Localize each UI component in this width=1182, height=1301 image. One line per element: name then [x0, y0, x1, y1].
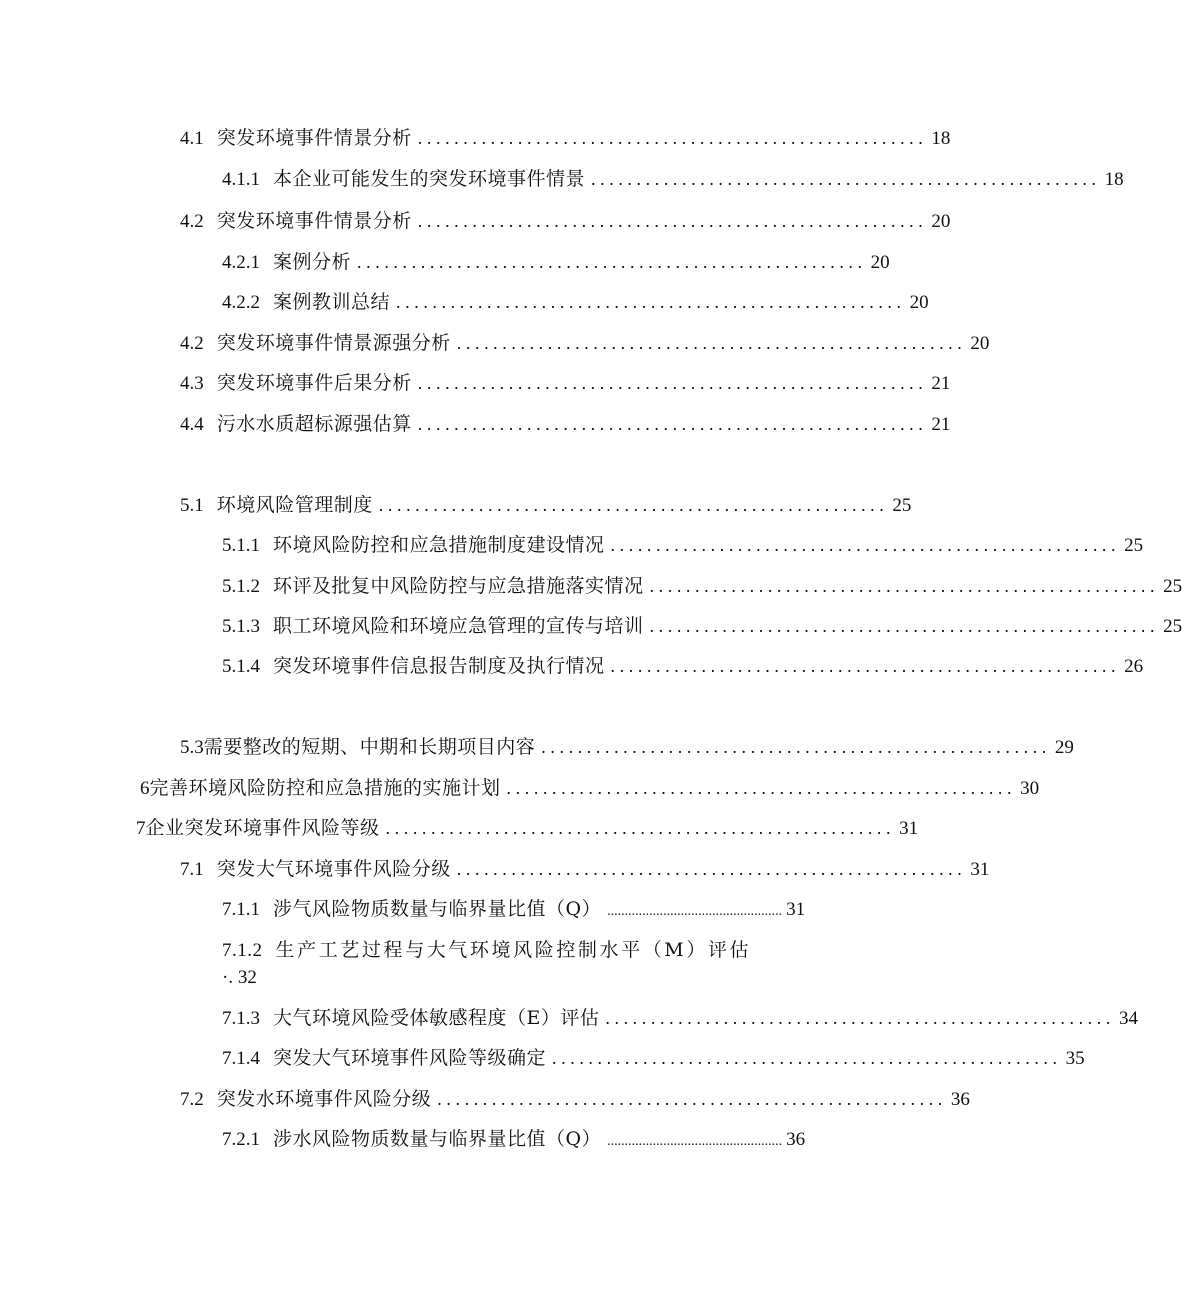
toc-entry-7-1-2[interactable] — [222, 936, 751, 965]
toc-entry-number: 7.1.3 — [222, 1008, 260, 1029]
toc-entry-title: 突发环境事件后果分析 — [216, 372, 412, 394]
toc-entry-7-1-1[interactable] — [222, 895, 806, 923]
toc-entry-5-1-4[interactable] — [222, 652, 1144, 680]
toc-entry-title: 突发大气环境事件风险等级确定 — [273, 1047, 547, 1069]
toc-entry-page: 25 — [1163, 576, 1182, 597]
toc-entry-title: 案例分析 — [273, 251, 352, 273]
toc-entry-5-1[interactable] — [180, 491, 912, 519]
toc-dot-leader: ........................................................ — [506, 778, 1017, 798]
toc-dot-leader: ........................................................ — [417, 128, 928, 148]
toc-entry-number: 7.1.2 — [222, 940, 263, 961]
toc-dot-leader: ........................................................ — [552, 1048, 1062, 1068]
toc-entry-7-1-3[interactable] — [222, 1004, 1138, 1032]
toc-entry-4-3[interactable] — [180, 369, 951, 397]
toc-dot-leader: ........................................................ — [357, 252, 867, 272]
toc-dot-leader: ........................................................ — [378, 495, 889, 515]
toc-dot-leader: .................................................. — [607, 904, 783, 919]
toc-entry-title: 案例教训总结 — [273, 291, 391, 313]
toc-dot-leader: ........................................................ — [437, 1089, 947, 1109]
toc-entry-number: 5.1.2 — [222, 576, 260, 597]
toc-dot-leader: ........................................................ — [396, 292, 906, 312]
toc-entry-number: 7.1.1 — [222, 899, 260, 920]
toc-entry-page: 25 — [1124, 535, 1144, 556]
toc-entry-title: 完善环境风险防控和应急措施的实施计划 — [149, 777, 501, 799]
toc-dot-leader: ........................................................ — [456, 859, 967, 879]
toc-entry-number: 7.1 — [180, 859, 204, 880]
toc-entry-page: 31 — [786, 899, 806, 920]
toc-entry-number: 4.1.1 — [222, 169, 260, 190]
toc-entry-title: 大气环境风险受体敏感程度（E）评估 — [273, 1007, 600, 1029]
toc-entry-7-2[interactable] — [180, 1085, 970, 1113]
toc-entry-page: 20 — [870, 252, 890, 273]
toc-entry-title: 涉水风险物质数量与临界量比值（Q） — [273, 1128, 602, 1150]
toc-entry-number: 5.1.3 — [222, 616, 260, 637]
toc-entry-title: 突发环境事件情景分析 — [216, 127, 412, 149]
toc-entry-4-2-source[interactable] — [180, 329, 990, 357]
toc-entry-number: 4.4 — [180, 414, 204, 435]
toc-entry-page: 36 — [786, 1129, 806, 1150]
toc-dot-leader: ........................................................ — [456, 333, 967, 353]
toc-entry-title: 突发环境事件情景源强分析 — [216, 332, 451, 354]
toc-dot-leader: ........................................................ — [605, 1008, 1115, 1028]
toc-entry-number: 4.2 — [180, 333, 204, 354]
toc-entry-number: 5.3 — [180, 737, 204, 758]
toc-entry-4-2-1[interactable] — [222, 248, 890, 276]
toc-entry-number: 4.2.2 — [222, 292, 260, 313]
toc-entry-page: 21 — [931, 373, 951, 394]
toc-entry-4-1[interactable] — [180, 124, 951, 152]
toc-dot-leader: ........................................................ — [610, 656, 1121, 676]
toc-entry-page: 20 — [970, 333, 990, 354]
toc-entry-page: 20 — [931, 211, 951, 232]
toc-entry-7-1-2-page: ·. 32 — [222, 967, 257, 988]
toc-entry-page: 25 — [1163, 616, 1182, 637]
toc-entry-number: 5.1 — [180, 495, 204, 516]
toc-entry-number: 4.1 — [180, 128, 204, 149]
toc-entry-6[interactable] — [140, 774, 1040, 802]
toc-entry-7-2-1[interactable] — [222, 1125, 806, 1153]
toc-entry-page: 30 — [1020, 778, 1040, 799]
toc-entry-title: 突发环境事件信息报告制度及执行情况 — [273, 655, 605, 677]
toc-dot-leader: ........................................................ — [610, 535, 1121, 555]
toc-entry-page: 25 — [892, 495, 912, 516]
toc-entry-title: 突发环境事件情景分析 — [216, 210, 412, 232]
toc-entry-4-4[interactable] — [180, 410, 951, 438]
toc-entry-page: 36 — [950, 1089, 970, 1110]
toc-entry-title: 突发水环境事件风险分级 — [216, 1088, 432, 1110]
toc-entry-5-1-2[interactable] — [222, 572, 1182, 600]
toc-entry-number: 4.3 — [180, 373, 204, 394]
toc-entry-page: 26 — [1124, 656, 1144, 677]
toc-entry-title: 企业突发环境事件风险等级 — [145, 817, 380, 839]
toc-dot-leader: ........................................................ — [417, 211, 928, 231]
toc-entry-title: 污水水质超标源强估算 — [216, 413, 412, 435]
toc-dot-leader: .................................................. — [607, 1134, 783, 1149]
toc-entry-title: 环评及批复中风险防控与应急措施落实情况 — [273, 575, 644, 597]
toc-entry-title: 生产工艺过程与大气环境风险控制水平（M）评估 — [275, 939, 752, 961]
toc-dot-leader: ........................................................ — [591, 169, 1101, 189]
toc-entry-number: 5.1.4 — [222, 656, 260, 677]
toc-dot-leader: ........................................................ — [385, 818, 896, 838]
toc-entry-page: 31 — [899, 818, 919, 839]
toc-entry-title: 环境风险管理制度 — [216, 494, 373, 516]
toc-entry-number: 7.2.1 — [222, 1129, 260, 1150]
toc-entry-5-3[interactable] — [180, 733, 1074, 761]
toc-entry-page: 34 — [1118, 1008, 1138, 1029]
toc-entry-title: 职工环境风险和环境应急管理的宣传与培训 — [273, 615, 644, 637]
toc-entry-title: 涉气风险物质数量与临界量比值（Q） — [273, 898, 602, 920]
toc-dot-leader: ........................................................ — [541, 737, 1051, 757]
toc-entry-4-2-2[interactable] — [222, 288, 929, 316]
toc-dot-leader: ........................................................ — [649, 616, 1160, 636]
toc-entry-title: 本企业可能发生的突发环境事件情景 — [273, 168, 586, 190]
toc-entry-page: 18 — [1104, 169, 1124, 190]
toc-entry-title: 环境风险防控和应急措施制度建设情况 — [273, 534, 605, 556]
toc-entry-number: 6 — [140, 778, 150, 799]
toc-entry-page: 20 — [909, 292, 929, 313]
toc-entry-7[interactable] — [136, 814, 919, 842]
toc-entry-title: 需要整改的短期、中期和长期项目内容 — [203, 736, 536, 758]
toc-dot-leader: ........................................................ — [649, 576, 1160, 596]
toc-entry-number: 4.2 — [180, 211, 204, 232]
toc-entry-page: 29 — [1054, 737, 1074, 758]
toc-entry-number: 5.1.1 — [222, 535, 260, 556]
toc-entry-4-2[interactable] — [180, 207, 951, 235]
toc-entry-number: 7.1.4 — [222, 1048, 260, 1069]
toc-entry-5-1-1[interactable] — [222, 531, 1144, 559]
toc-entry-number: 7 — [136, 818, 146, 839]
toc-entry-7-1-4[interactable] — [222, 1044, 1085, 1072]
toc-entry-page: 18 — [931, 128, 951, 149]
toc-entry-5-1-3[interactable] — [222, 612, 1182, 640]
toc-entry-page: 35 — [1065, 1048, 1085, 1069]
toc-entry-number: 4.2.1 — [222, 252, 260, 273]
toc-entry-4-1-1[interactable] — [222, 165, 1124, 193]
toc-dot-leader: ........................................................ — [417, 373, 928, 393]
toc-entry-7-1[interactable] — [180, 855, 990, 883]
toc-entry-page: 21 — [931, 414, 951, 435]
toc-entry-number: 7.2 — [180, 1089, 204, 1110]
toc-dot-leader: ........................................................ — [417, 414, 928, 434]
toc-entry-title: 突发大气环境事件风险分级 — [216, 858, 451, 880]
toc-entry-page: 31 — [970, 859, 990, 880]
